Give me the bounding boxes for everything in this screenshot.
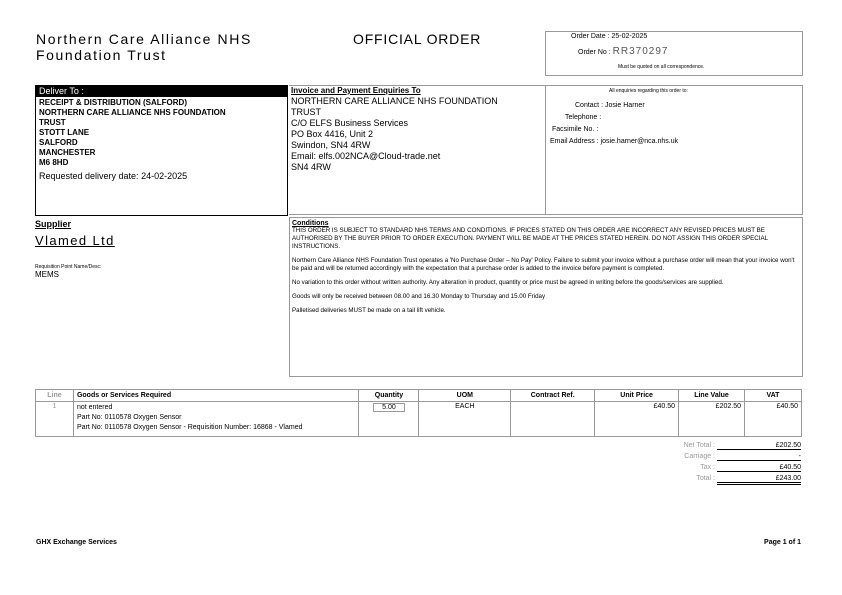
deliver-address-line: SALFORD <box>39 138 78 147</box>
tax-label: Tax : <box>700 464 715 471</box>
deliver-to-box <box>35 85 288 216</box>
contact-value: Josie Harner <box>604 102 645 109</box>
order-number-label: Order No : <box>578 49 611 56</box>
column-header-line-value: Line Value <box>679 390 745 402</box>
contact-row <box>575 102 645 109</box>
column-header-goods: Goods or Services Required <box>73 390 359 402</box>
deliver-address-line: STOTT LANE <box>39 128 90 137</box>
email-label: Email Address : <box>550 138 599 145</box>
deliver-address-line: MANCHESTER <box>39 148 96 157</box>
fax-row <box>552 126 598 133</box>
item-uom: EACH <box>419 402 511 437</box>
item-contract-ref <box>511 402 595 437</box>
conditions-paragraph: No variation to this order without written authority. Any alteration in product, quantity or price must be agreed in writing before the goods/services are supplied. <box>292 279 724 286</box>
invoice-address-line: NORTHERN CARE ALLIANCE NHS FOUNDATION <box>291 96 498 106</box>
column-header-contract: Contract Ref. <box>511 390 595 402</box>
column-header-unit-price: Unit Price <box>595 390 679 402</box>
item-vat: £40.50 <box>744 402 801 437</box>
requisition-point-label: Requisition Point Name/Desc: <box>35 264 102 270</box>
conditions-heading: Conditions <box>292 220 329 227</box>
order-number <box>578 46 668 57</box>
item-unit-price: £40.50 <box>595 402 679 437</box>
order-date-label: Order Date : <box>571 33 610 40</box>
quote-note: Must be quoted on all correspondence. <box>618 64 705 70</box>
invoice-address <box>291 96 543 173</box>
fax-label: Facsimile No. : <box>552 126 599 133</box>
net-total-label: Net Total : <box>683 442 715 449</box>
tax-value: £40.50 <box>717 464 801 472</box>
contact-label: Contact : <box>575 102 604 109</box>
organisation-name-line1: Northern Care Alliance NHS <box>36 31 252 47</box>
line-number: 1 <box>36 402 74 437</box>
organisation-name-line2: Foundation Trust <box>36 47 167 63</box>
invoice-heading: Invoice and Payment Enquiries To <box>291 86 421 95</box>
conditions-paragraph: Goods will only be received between 08.00 and 16.30 Monday to Thursday and 15.00 Friday <box>292 293 546 300</box>
order-date-value: 25-02-2025 <box>611 33 648 40</box>
total-label: Total : <box>696 475 715 482</box>
net-total-value: £202.50 <box>717 442 801 450</box>
email-row <box>550 138 678 145</box>
supplier-heading: Supplier <box>35 219 72 229</box>
email-value: josie.harner@nca.nhs.uk <box>600 138 679 145</box>
item-description <box>73 402 359 437</box>
deliver-address-line: NORTHERN CARE ALLIANCE NHS FOUNDATION <box>39 108 226 117</box>
deliver-address-line: M6 8HD <box>39 158 69 167</box>
contacts-heading: All enquiries regarding this order to: <box>609 88 688 94</box>
invoice-address-line: PO Box 4416, Unit 2 <box>291 129 374 139</box>
column-header-uom: UOM <box>419 390 511 402</box>
conditions-paragraph: Palletised deliveries MUST be made on a tail lift vehicle. <box>292 307 446 314</box>
invoice-email: Email: elfs.002NCA@Cloud-trade.net <box>291 151 441 161</box>
invoice-address-line: C/O ELFS Business Services <box>291 118 409 128</box>
footer-provider: GHX Exchange Services <box>36 539 117 546</box>
order-items-table <box>35 389 802 437</box>
deliver-address-line: RECEIPT & DISTRIBUTION (SALFORD) <box>39 98 187 107</box>
requested-delivery-date: Requested delivery date: 24-02-2025 <box>39 171 188 181</box>
invoice-address-line: TRUST <box>291 107 321 117</box>
item-desc-line: not entered <box>76 404 113 411</box>
order-date <box>571 33 647 40</box>
conditions-paragraph: Northern Care Alliance NHS Foundation Trust operates a 'No Purchase Order – No Pay' Policy. Failure to submit your invoice without a purchase order will mean that your invoice won't be paid and will be returned accordingly with the expectation that a purchase order is added to the invoice before payment is completed. <box>292 257 795 272</box>
table-header-row <box>36 390 802 402</box>
order-number-value: RR370297 <box>612 46 669 57</box>
table-row <box>36 402 802 437</box>
contacts-box <box>545 85 803 215</box>
invoice-address-line: SN4 4RW <box>291 162 331 172</box>
item-quantity: 5.00 <box>373 403 405 412</box>
column-header-quantity: Quantity <box>359 390 419 402</box>
invoice-address-line: Swindon, SN4 4RW <box>291 140 371 150</box>
document-title: OFFICIAL ORDER <box>353 31 482 47</box>
telephone-row <box>565 114 601 121</box>
total-value: £243.00 <box>717 475 801 485</box>
deliver-to-address <box>36 97 287 182</box>
item-line-value: £202.50 <box>679 402 745 437</box>
supplier-name: Vlamed Ltd <box>35 233 115 248</box>
page-number: Page 1 of 1 <box>764 539 801 546</box>
order-info-box <box>545 31 803 76</box>
requisition-point-value: MEMS <box>35 270 59 279</box>
conditions-box <box>289 217 803 377</box>
carriage-label: Carriage : <box>684 453 715 460</box>
telephone-label: Telephone : <box>565 114 602 121</box>
item-desc-line: Part No: 0110578 Oxygen Sensor <box>76 414 182 421</box>
invoice-enquiries-box <box>289 85 545 215</box>
column-header-vat: VAT <box>744 390 801 402</box>
organisation-name <box>36 31 252 63</box>
conditions-paragraph: THIS ORDER IS SUBJECT TO STANDARD NHS TERMS AND CONDITIONS. IF PRICES STATED ON THIS ORDER ARE INCORRECT ANY REVISED PRICES MUST BE AUTHORISED BY THE BUYER PRIOR TO ORDER EXECUTION. PAYMENT WILL BE MADE AT THE PRICES STATED HEREIN. DO NOT ASSIGN THIS ORDER SPECIAL INSTRUCTIONS. <box>292 227 768 250</box>
carriage-value: - <box>717 453 801 461</box>
item-desc-line: Part No: 0110578 Oxygen Sensor - Requisition Number: 16868 - Vlamed <box>76 424 303 431</box>
deliver-address-line: TRUST <box>39 118 66 127</box>
column-header-line: Line <box>36 390 74 402</box>
item-quantity-cell <box>359 402 419 437</box>
deliver-to-heading: Deliver To : <box>36 86 287 97</box>
